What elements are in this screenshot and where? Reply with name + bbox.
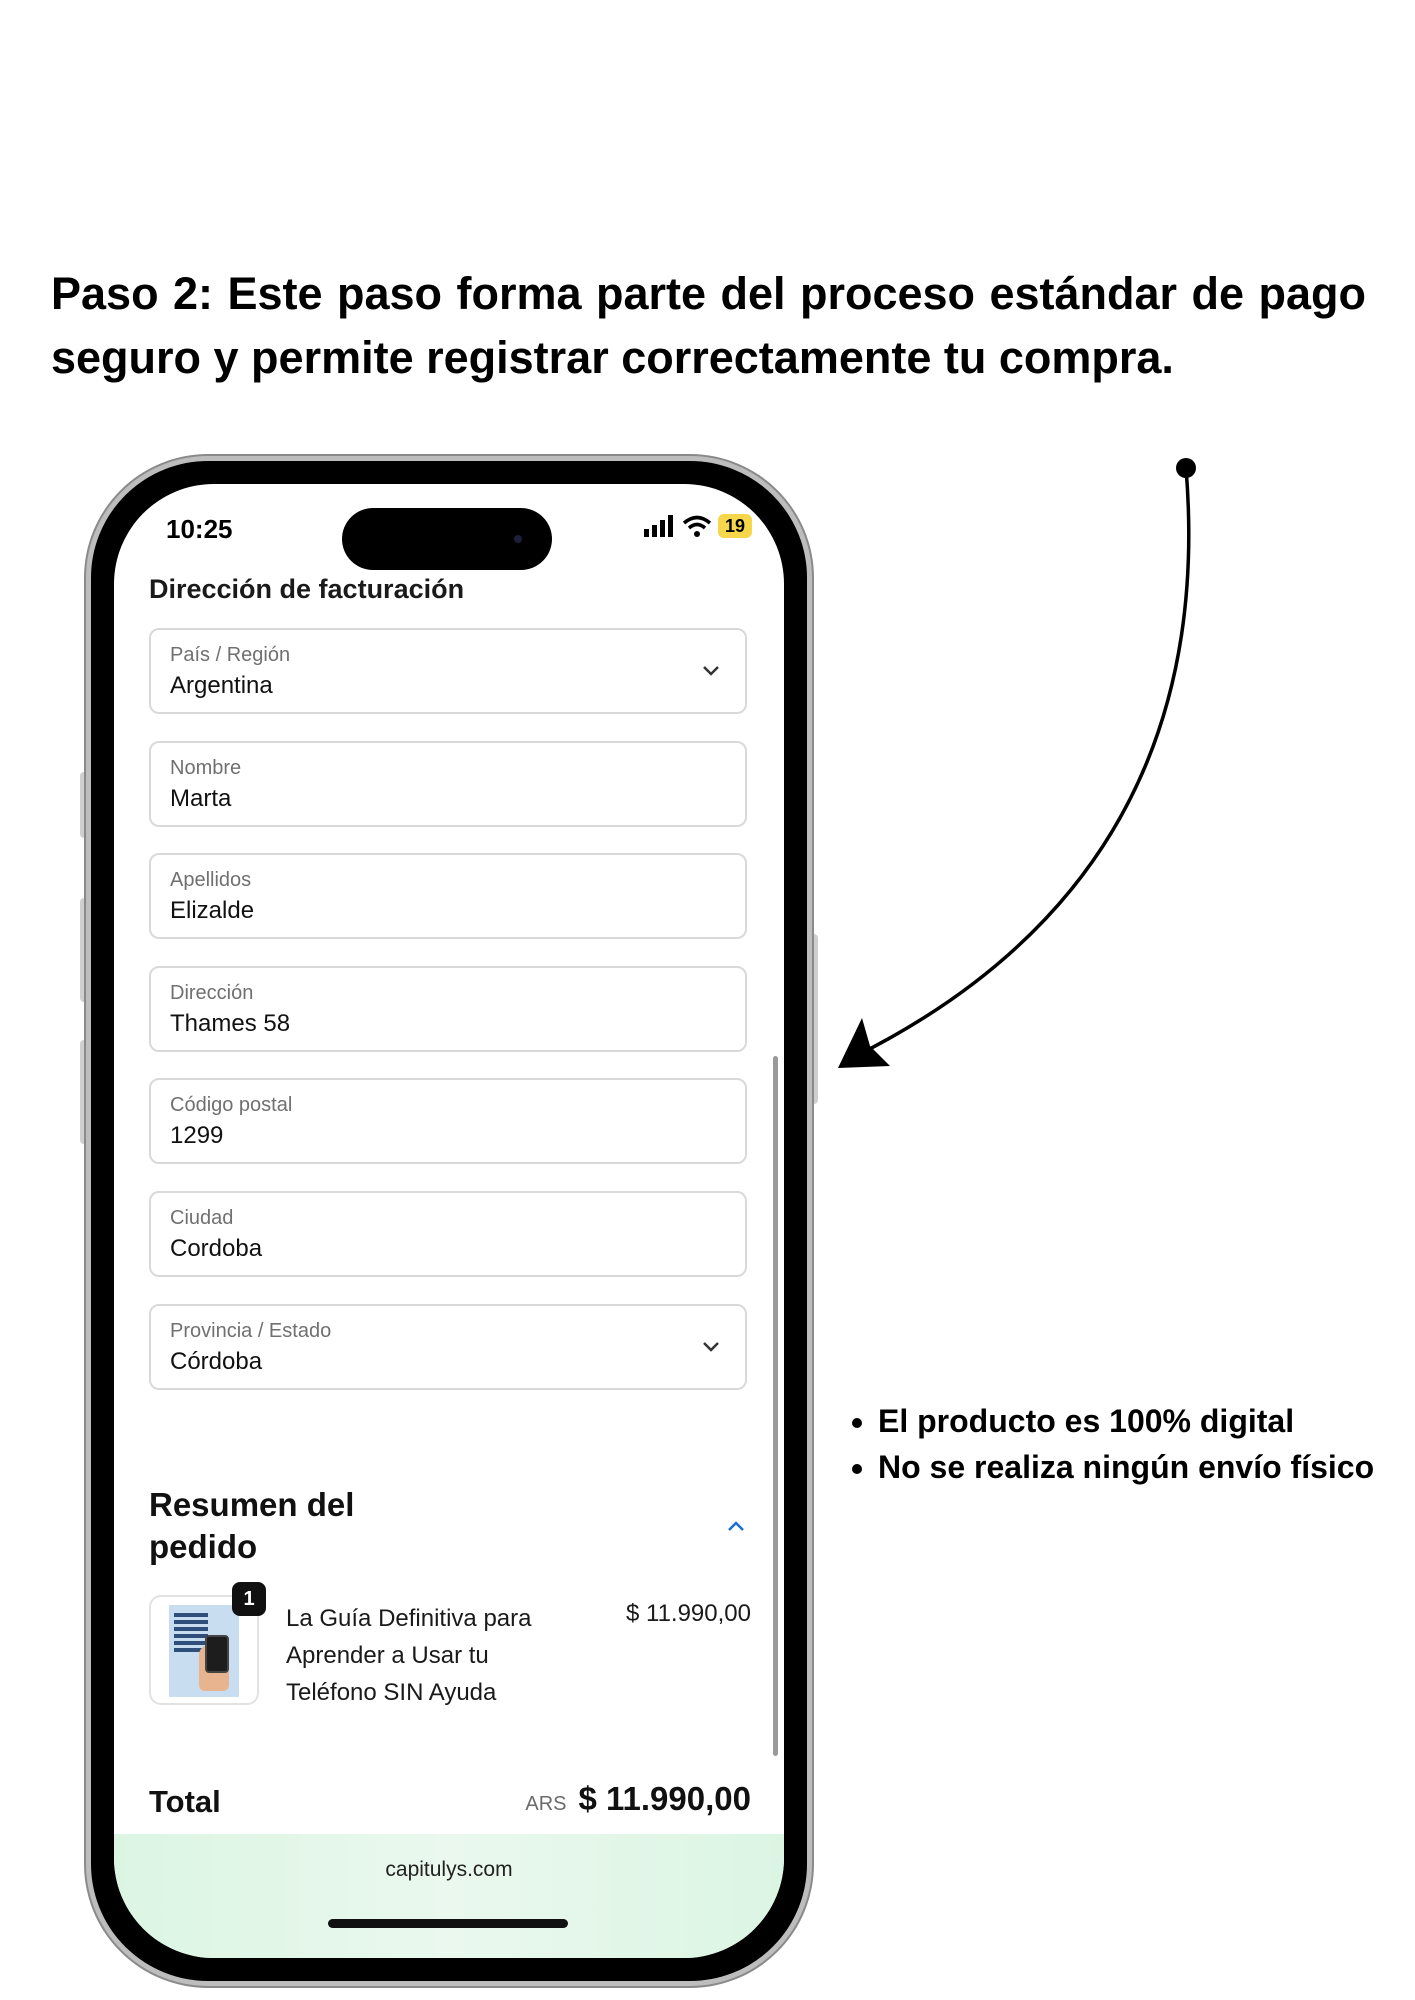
chevron-down-icon (701, 1340, 721, 1354)
address-value: Thames 58 (170, 1010, 291, 1037)
book-cover-image (169, 1605, 239, 1697)
last-name-field[interactable] (149, 853, 747, 939)
province-select[interactable] (149, 1304, 747, 1390)
home-indicator[interactable] (328, 1919, 568, 1928)
postal-code-label: Código postal (170, 1094, 293, 1116)
country-value: Argentina (170, 672, 273, 699)
browser-address-bar[interactable] (114, 1834, 784, 1958)
signal-icon (644, 515, 676, 537)
last-name-value: Elizalde (170, 897, 255, 924)
province-label: Provincia / Estado (170, 1320, 332, 1342)
country-select[interactable] (149, 628, 747, 714)
instruction-text: Paso 2: Este paso forma parte del proceso estándar de pago seguro y permite registrar correctamente tu compra. (51, 268, 1366, 383)
province-value: Córdoba (170, 1348, 263, 1375)
note-no-shipping: No se realiza ningún envío físico (852, 1444, 1374, 1490)
first-name-field[interactable] (149, 741, 747, 827)
order-summary-title: Resumen del pedido (149, 1486, 355, 1565)
status-icons (644, 514, 752, 538)
browser-url[interactable]: capitulys.com (385, 1858, 513, 1881)
phone-screen (114, 484, 784, 1958)
address-field[interactable] (149, 966, 747, 1052)
address-label: Dirección (170, 982, 254, 1004)
country-label: País / Región (170, 644, 291, 666)
total-value (525, 1780, 751, 1818)
city-label: Ciudad (170, 1207, 234, 1229)
dynamic-island (342, 508, 552, 570)
battery-indicator: 19 (718, 514, 752, 538)
first-name-value: Marta (170, 785, 232, 812)
postal-code-field[interactable] (149, 1078, 747, 1164)
phone-frame (86, 456, 812, 1986)
billing-title: Dirección de facturación (149, 574, 465, 604)
camera-icon (514, 535, 522, 543)
status-time: 10:25 (166, 514, 233, 544)
first-name-label: Nombre (170, 757, 242, 779)
product-name: La Guía Definitiva para Aprender a Usar tu Teléfono SIN Ayuda (286, 1605, 532, 1706)
total-amount: $ 11.990,00 (578, 1780, 751, 1817)
postal-code-value: 1299 (170, 1122, 224, 1149)
note-digital: El producto es 100% digital (852, 1398, 1374, 1444)
chevron-up-icon[interactable] (726, 1519, 746, 1533)
quantity-badge: 1 (232, 1582, 266, 1616)
city-value: Cordoba (170, 1235, 263, 1262)
total-label: Total (149, 1784, 221, 1819)
wifi-icon (682, 515, 712, 537)
city-field[interactable] (149, 1191, 747, 1277)
notes-list (852, 1398, 1374, 1490)
scrollbar[interactable] (773, 1056, 778, 1756)
product-price: $ 11.990,00 (625, 1600, 751, 1627)
chevron-down-icon (701, 664, 721, 678)
last-name-label: Apellidos (170, 869, 252, 891)
total-currency: ARS (525, 1793, 567, 1815)
